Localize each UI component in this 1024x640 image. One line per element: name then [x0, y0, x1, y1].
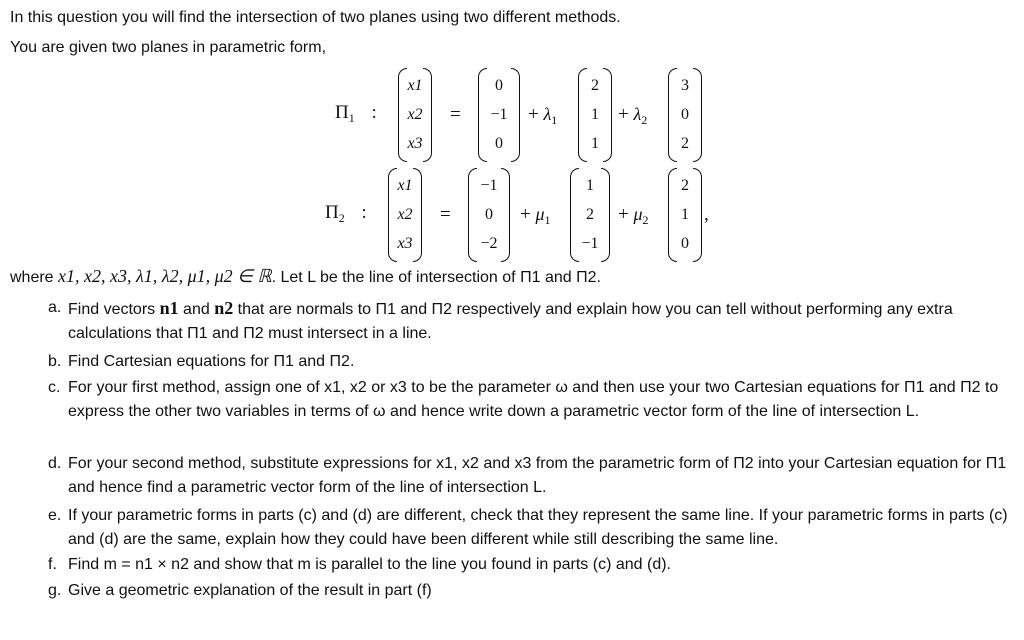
question-item-g: g. Give a geometric explanation of the result in part (f)	[48, 582, 432, 599]
plane2-dir1-vector: 1 2 −1	[570, 168, 610, 262]
intro-line-1: In this question you will find the intersection of two planes using two different methods.	[10, 9, 621, 26]
where-line: where x1, x2, x3, λ1, λ2, μ1, μ2 ∈ ℝ. Let L be the line of intersection of Π1 and Π2.	[10, 266, 601, 286]
question-item-d: d. For your second method, substitute expressions for x1, x2 and x3 from the parametric form of Π2 into your Cartesian equation for Π1 and hence find a parametric vector form of the line of intersection L.	[48, 455, 1007, 496]
plane-equations: $\Pi_1$ : x1 x2 x3 = 0 −1 0 + $\lambda_1$ 2 1 1 + $\lambda_2$ 3 0 2 $\Pi_2$ : x1 x2 x3 = −1 0 −2 + $\mu_1$ 1 2 −1 + $\mu_2$ 2 1 0 ,	[0, 0, 1024, 260]
plane2-point-vector: −1 0 −2	[468, 168, 510, 262]
question-item-c: c. For your first method, assign one of x1, x2 or x3 to be the parameter ω and then use your two Cartesian equations for Π1 and Π2 to express the other two variables in terms of ω and hence write down a parametric vector form of the line of intersection L.	[48, 379, 999, 420]
plane1-point-vector: 0 −1 0	[478, 68, 520, 162]
intro-line-2: You are given two planes in parametric form,	[10, 39, 327, 56]
question-item-b: b. Find Cartesian equations for Π1 and Π2.	[48, 353, 355, 370]
question-item-e: e. If your parametric forms in parts (c) and (d) are different, check that they represent the same line. If your parametric forms in parts (c) and (d) are the same, explain how they could have been different while still describing the same line.	[48, 507, 1008, 548]
plane1-label: $\Pi_1$ :	[335, 102, 377, 125]
plane1-dir2-vector: 3 0 2	[668, 68, 702, 162]
plane2-label: $\Pi_2$ :	[325, 202, 367, 225]
plane2-dir2-vector: 2 1 0	[668, 168, 702, 262]
question-item-f: f. Find m = n1 × n2 and show that m is parallel to the line you found in parts (c) and (d).	[48, 556, 671, 573]
plane1-dir1-vector: 2 1 1	[578, 68, 612, 162]
plane2-lhs-vector: x1 x2 x3	[388, 168, 422, 262]
plane1-lhs-vector: x1 x2 x3	[398, 68, 432, 162]
question-item-a: a. Find vectors n1 and n2 that are normals to Π1 and Π2 respectively and explain how you can tell without performing any extra calculations that Π1 and Π2 must intersect in a line.	[48, 298, 953, 342]
